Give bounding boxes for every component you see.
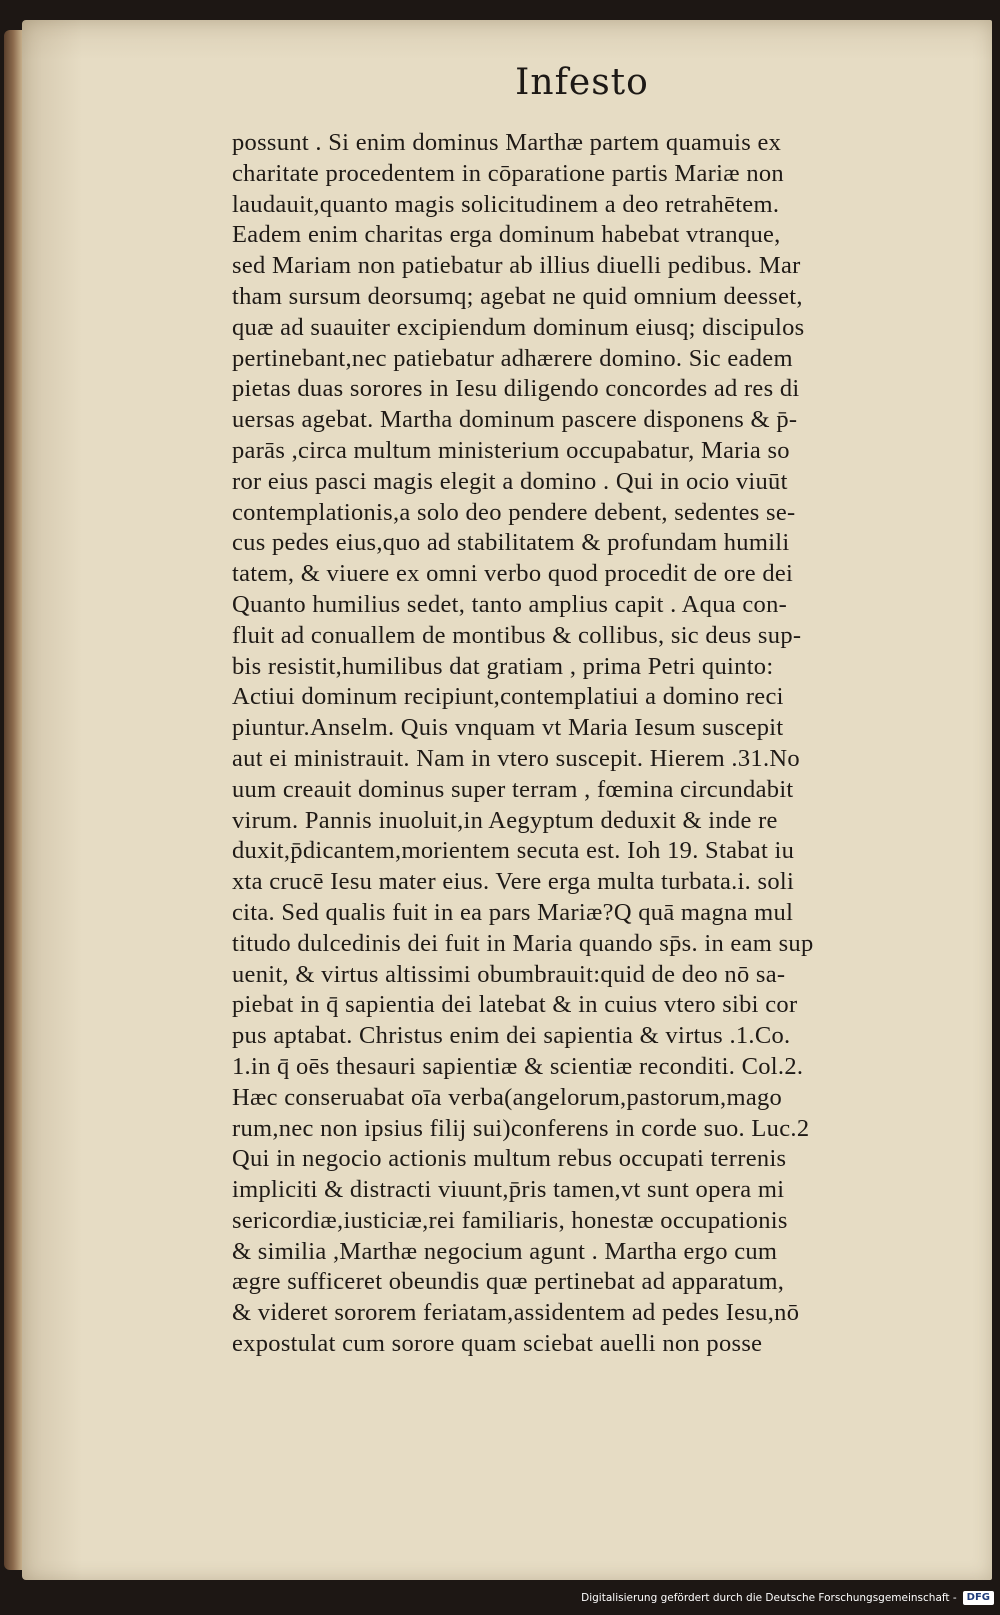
text-line: ægre sufficeret obeundis quæ pertinebat ad apparatum, <box>232 1268 785 1296</box>
text-line: impliciti & distracti viuunt,p̄ris tamen,vt sunt opera mi <box>232 1176 785 1204</box>
text-line: Eadem enim charitas erga dominum habebat vtranque, <box>232 221 781 249</box>
text-line: virum. Pannis inuoluit,in Aegyptum deduxit & inde re <box>232 806 778 834</box>
text-line: tham sursum deorsumq; agebat ne quid omnium deesset, <box>232 282 803 310</box>
digitization-credit <box>581 1591 994 1605</box>
text-line: fluit ad conuallem de montibus & collibus, sic deus sup- <box>232 621 802 649</box>
text-line: 1.in q̄ oēs thesauri sapientiæ & scientiæ reconditi. Col.2. <box>232 1052 804 1080</box>
text-line: uenit, & virtus altissimi obumbrauit:quid de deo nō sa- <box>232 960 786 988</box>
text-line: piebat in q̄ sapientia dei latebat & in cuius vtero sibi cor <box>232 991 798 1019</box>
text-line: pus aptabat. Christus enim dei sapientia & virtus .1.Co. <box>232 1022 791 1050</box>
text-line: xta crucē Iesu mater eius. Vere erga multa turbata.i. soli <box>232 868 795 896</box>
text-line: ror eius pasci magis elegit a domino . Qui in ocio viuūt <box>232 467 788 495</box>
text-line: piuntur.Anselm. Quis vnquam vt Maria Iesum suscepit <box>232 714 784 742</box>
text-line: aut ei ministrauit. Nam in vtero suscepit. Hierem .31.No <box>232 744 800 772</box>
text-line: expostulat cum sorore quam sciebat auelli non posse <box>232 1330 763 1358</box>
dfg-logo-icon: DFG <box>963 1591 994 1605</box>
text-line: contemplationis,a solo deo pendere debent, sedentes se- <box>232 498 796 526</box>
text-line: titudo dulcedinis dei fuit in Maria quando sp̄s. in eam sup <box>232 929 814 957</box>
text-line: cus pedes eius,quo ad stabilitatem & profundam humili <box>232 529 790 557</box>
page-body-text <box>232 128 972 1360</box>
text-line: pertinebant,nec patiebatur adhærere domino. Sic eadem <box>232 344 793 372</box>
text-line: Quanto humilius sedet, tanto amplius capit . Aqua con- <box>232 590 788 618</box>
running-head: Infesto <box>515 62 649 103</box>
text-line: cita. Sed qualis fuit in ea pars Mariæ?Q quā magna mul <box>232 898 794 926</box>
text-line: pietas duas sorores in Iesu diligendo concordes ad res di <box>232 375 800 403</box>
text-line: duxit,p̄dicantem,morientem secuta est. Ioh 19. Stabat iu <box>232 837 795 865</box>
text-line: sed Mariam non patiebatur ab illius diuelli pedibus. Mar <box>232 252 801 280</box>
text-line: bis resistit,humilibus dat gratiam , prima Petri quinto: <box>232 652 774 680</box>
text-line: Actiui dominum recipiunt,contemplatiui a domino reci <box>232 683 784 711</box>
text-line: tatem, & viuere ex omni verbo quod procedit de ore dei <box>232 560 794 588</box>
text-line: quæ ad suauiter excipiendum dominum eiusq; discipulos <box>232 313 805 341</box>
text-line: laudauit,quanto magis solicitudinem a deo retrahētem. <box>232 190 780 218</box>
text-line: & similia ,Marthæ negocium agunt . Martha ergo cum <box>232 1237 778 1265</box>
text-line: uum creauit dominus super terram , fœmina circundabit <box>232 775 794 803</box>
text-line: Hæc conseruabat oīa verba(angelorum,pastorum,mago <box>232 1083 783 1111</box>
book-page <box>22 20 992 1580</box>
text-line: uersas agebat. Martha dominum pascere disponens & p̄- <box>232 406 798 434</box>
text-line: charitate procedentem in cōparatione partis Mariæ non <box>232 159 784 187</box>
credit-text: Digitalisierung gefördert durch die Deutsche Forschungsgemeinschaft - <box>581 1592 957 1604</box>
text-line: & videret sororem feriatam,assidentem ad pedes Iesu,nō <box>232 1299 800 1327</box>
text-line: Qui in negocio actionis multum rebus occupati terrenis <box>232 1145 787 1173</box>
text-line: sericordiæ,iusticiæ,rei familiaris, honestæ occupationis <box>232 1206 788 1234</box>
text-line: rum,nec non ipsius filij sui)conferens in corde suo. Luc.2 <box>232 1114 810 1142</box>
text-line: possunt . Si enim dominus Marthæ partem quamuis ex <box>232 129 782 156</box>
text-line: parās ,circa multum ministerium occupabatur, Maria so <box>232 436 790 464</box>
